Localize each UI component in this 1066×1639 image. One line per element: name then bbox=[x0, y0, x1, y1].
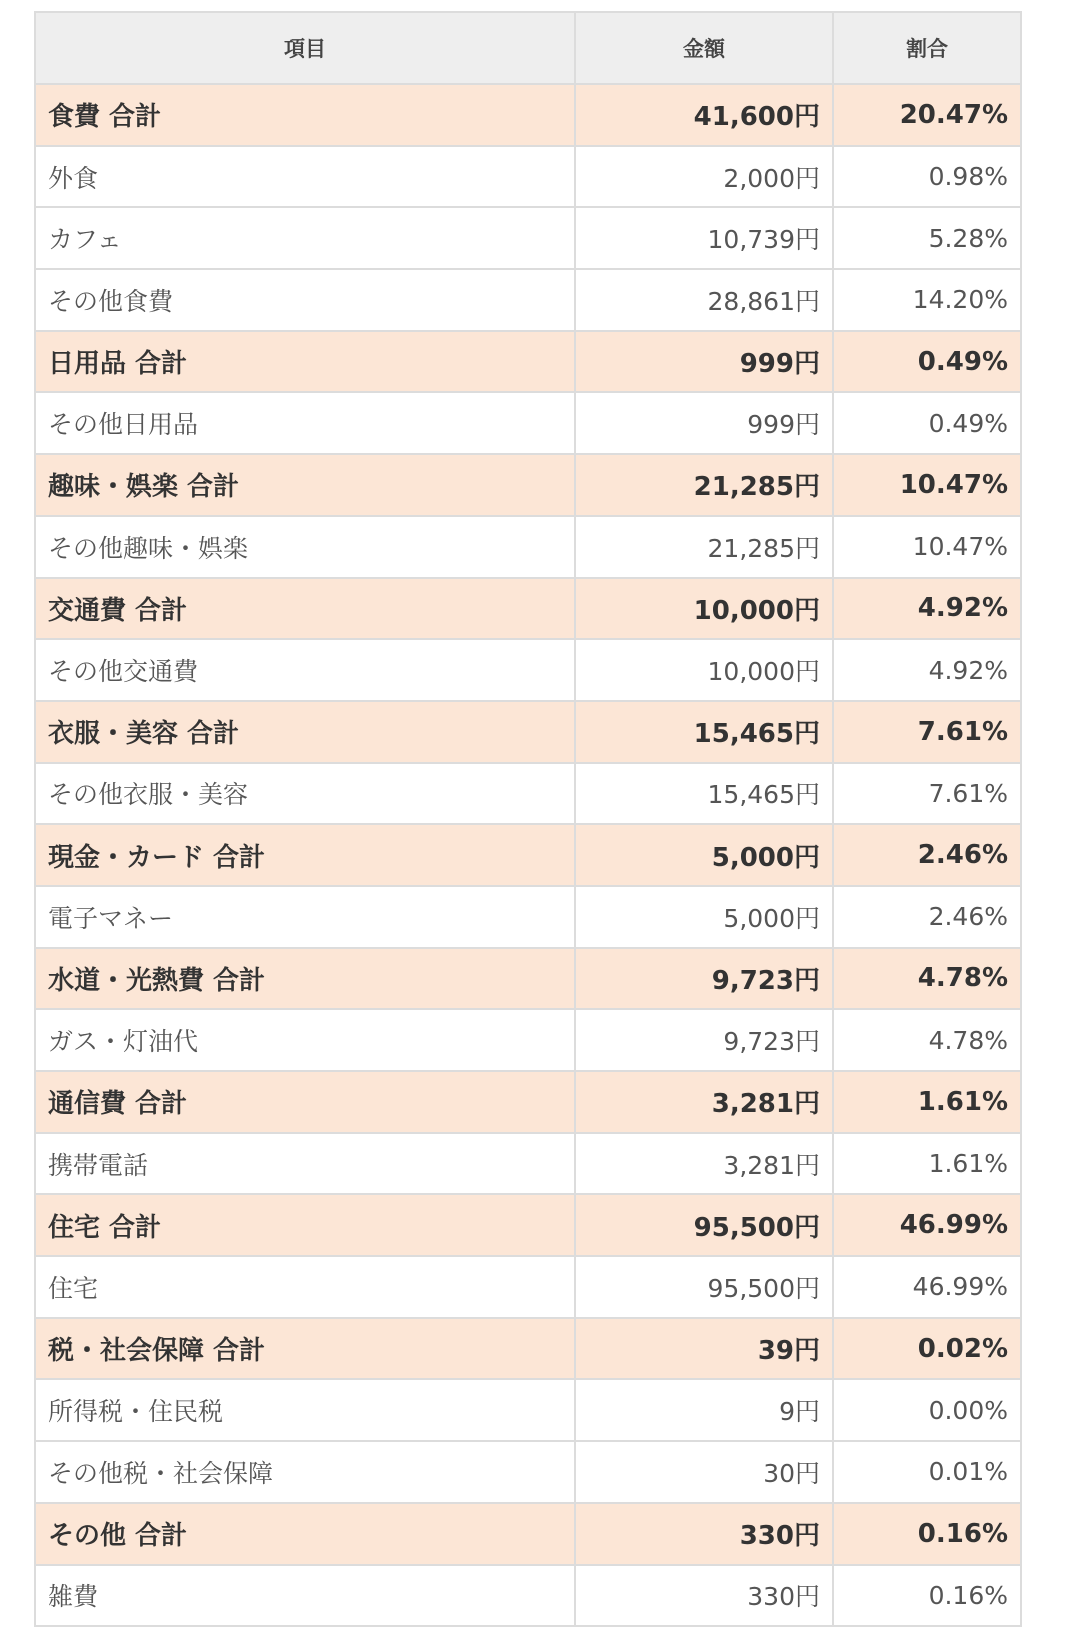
row-ratio: 2.46% bbox=[833, 824, 1021, 886]
row-ratio: 0.49% bbox=[833, 392, 1021, 454]
table-header bbox=[35, 12, 1021, 84]
row-label: その他日用品 bbox=[35, 392, 575, 454]
row-ratio: 7.61% bbox=[833, 763, 1021, 825]
row-label: 税・社会保障 合計 bbox=[35, 1318, 575, 1380]
row-amount: 3,281円 bbox=[575, 1071, 833, 1133]
table-row bbox=[35, 639, 1021, 701]
table-row bbox=[35, 392, 1021, 454]
row-ratio: 4.78% bbox=[833, 1009, 1021, 1071]
category-total-row bbox=[35, 824, 1021, 886]
table-row bbox=[35, 1565, 1021, 1627]
row-label: 雑費 bbox=[35, 1565, 575, 1627]
row-label: 食費 合計 bbox=[35, 84, 575, 146]
header-row bbox=[35, 12, 1021, 84]
table-row bbox=[35, 1379, 1021, 1441]
row-ratio: 46.99% bbox=[833, 1256, 1021, 1318]
row-ratio: 5.28% bbox=[833, 207, 1021, 269]
row-ratio: 7.61% bbox=[833, 701, 1021, 763]
row-label: その他交通費 bbox=[35, 639, 575, 701]
row-ratio: 46.99% bbox=[833, 1194, 1021, 1256]
table-row bbox=[35, 886, 1021, 948]
row-label: 電子マネー bbox=[35, 886, 575, 948]
row-amount: 330円 bbox=[575, 1565, 833, 1627]
row-amount: 5,000円 bbox=[575, 886, 833, 948]
row-ratio: 4.92% bbox=[833, 639, 1021, 701]
row-amount: 28,861円 bbox=[575, 269, 833, 331]
row-label: 水道・光熱費 合計 bbox=[35, 948, 575, 1010]
row-ratio: 4.78% bbox=[833, 948, 1021, 1010]
row-ratio: 14.20% bbox=[833, 269, 1021, 331]
row-amount: 999円 bbox=[575, 392, 833, 454]
row-ratio: 0.16% bbox=[833, 1503, 1021, 1565]
table-row bbox=[35, 763, 1021, 825]
row-amount: 2,000円 bbox=[575, 146, 833, 208]
row-ratio: 4.92% bbox=[833, 578, 1021, 640]
expense-table bbox=[34, 11, 1022, 1627]
category-total-row bbox=[35, 1071, 1021, 1133]
row-amount: 10,000円 bbox=[575, 639, 833, 701]
row-amount: 9,723円 bbox=[575, 948, 833, 1010]
table-row bbox=[35, 1009, 1021, 1071]
row-label: カフェ bbox=[35, 207, 575, 269]
row-ratio: 10.47% bbox=[833, 516, 1021, 578]
row-label: その他税・社会保障 bbox=[35, 1441, 575, 1503]
row-amount: 21,285円 bbox=[575, 516, 833, 578]
category-total-row bbox=[35, 454, 1021, 516]
row-label: 衣服・美容 合計 bbox=[35, 701, 575, 763]
row-ratio: 0.00% bbox=[833, 1379, 1021, 1441]
row-ratio: 0.49% bbox=[833, 331, 1021, 393]
row-label: その他衣服・美容 bbox=[35, 763, 575, 825]
row-label: 通信費 合計 bbox=[35, 1071, 575, 1133]
row-ratio: 1.61% bbox=[833, 1133, 1021, 1195]
category-total-row bbox=[35, 578, 1021, 640]
category-total-row bbox=[35, 1194, 1021, 1256]
row-amount: 9,723円 bbox=[575, 1009, 833, 1071]
header-amount: 金額 bbox=[575, 12, 833, 84]
row-label: ガス・灯油代 bbox=[35, 1009, 575, 1071]
row-ratio: 0.02% bbox=[833, 1318, 1021, 1380]
row-label: その他趣味・娯楽 bbox=[35, 516, 575, 578]
category-total-row bbox=[35, 84, 1021, 146]
row-amount: 15,465円 bbox=[575, 701, 833, 763]
table-row bbox=[35, 1441, 1021, 1503]
row-amount: 95,500円 bbox=[575, 1194, 833, 1256]
category-total-row bbox=[35, 948, 1021, 1010]
category-total-row bbox=[35, 331, 1021, 393]
row-label: 日用品 合計 bbox=[35, 331, 575, 393]
row-label: 携帯電話 bbox=[35, 1133, 575, 1195]
row-amount: 9円 bbox=[575, 1379, 833, 1441]
row-ratio: 0.01% bbox=[833, 1441, 1021, 1503]
row-amount: 999円 bbox=[575, 331, 833, 393]
header-item: 項目 bbox=[35, 12, 575, 84]
table-row bbox=[35, 146, 1021, 208]
table-row bbox=[35, 1256, 1021, 1318]
row-label: 趣味・娯楽 合計 bbox=[35, 454, 575, 516]
row-label: 住宅 bbox=[35, 1256, 575, 1318]
row-amount: 10,739円 bbox=[575, 207, 833, 269]
row-amount: 10,000円 bbox=[575, 578, 833, 640]
expense-table-container bbox=[34, 11, 1020, 1627]
table-row bbox=[35, 516, 1021, 578]
category-total-row bbox=[35, 1318, 1021, 1380]
row-label: 住宅 合計 bbox=[35, 1194, 575, 1256]
row-amount: 39円 bbox=[575, 1318, 833, 1380]
row-amount: 41,600円 bbox=[575, 84, 833, 146]
table-row bbox=[35, 269, 1021, 331]
table-body bbox=[35, 84, 1021, 1626]
table-row bbox=[35, 1133, 1021, 1195]
category-total-row bbox=[35, 701, 1021, 763]
row-amount: 30円 bbox=[575, 1441, 833, 1503]
row-label: その他 合計 bbox=[35, 1503, 575, 1565]
row-ratio: 1.61% bbox=[833, 1071, 1021, 1133]
row-ratio: 0.98% bbox=[833, 146, 1021, 208]
table-row bbox=[35, 207, 1021, 269]
row-label: 現金・カード 合計 bbox=[35, 824, 575, 886]
row-amount: 95,500円 bbox=[575, 1256, 833, 1318]
header-ratio: 割合 bbox=[833, 12, 1021, 84]
row-amount: 15,465円 bbox=[575, 763, 833, 825]
row-label: 所得税・住民税 bbox=[35, 1379, 575, 1441]
row-amount: 5,000円 bbox=[575, 824, 833, 886]
row-label: その他食費 bbox=[35, 269, 575, 331]
category-total-row bbox=[35, 1503, 1021, 1565]
row-label: 外食 bbox=[35, 146, 575, 208]
row-amount: 330円 bbox=[575, 1503, 833, 1565]
row-ratio: 10.47% bbox=[833, 454, 1021, 516]
row-ratio: 20.47% bbox=[833, 84, 1021, 146]
row-amount: 21,285円 bbox=[575, 454, 833, 516]
row-amount: 3,281円 bbox=[575, 1133, 833, 1195]
row-ratio: 0.16% bbox=[833, 1565, 1021, 1627]
row-ratio: 2.46% bbox=[833, 886, 1021, 948]
row-label: 交通費 合計 bbox=[35, 578, 575, 640]
